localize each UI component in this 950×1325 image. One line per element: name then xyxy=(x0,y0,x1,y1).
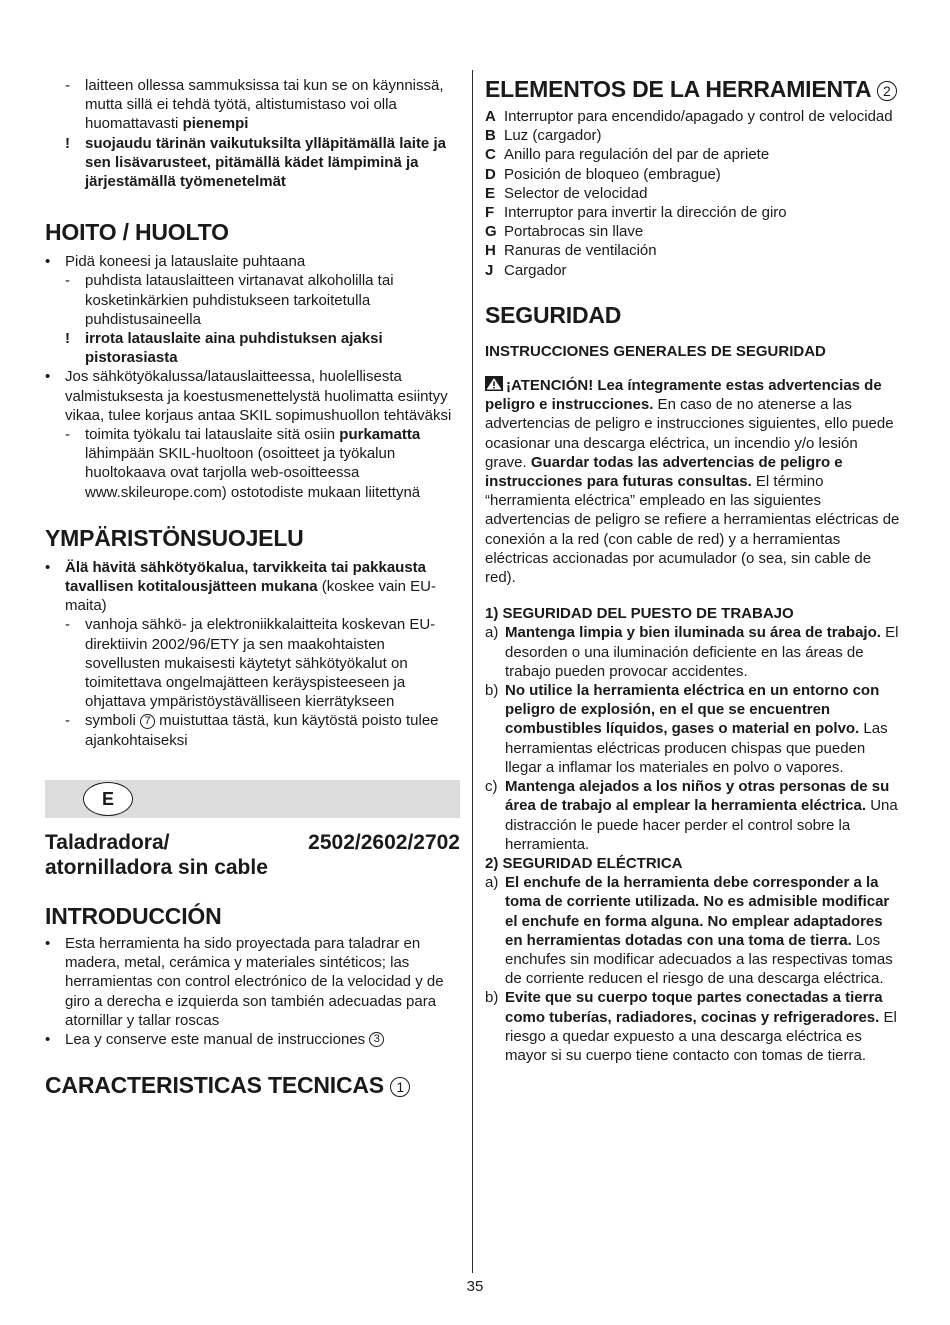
safety-item-bold: Mantenga alejados a los niños y otras personas de su área de trabajo al emplear la herramienta eléctrica. xyxy=(505,778,890,815)
list-item-bold: suojaudu tärinän vaikutuksilta ylläpitämällä laite ja sen lisävarusteet, pitämällä kädet lämpiminä ja järjestämällä työmenetelmät xyxy=(85,134,446,191)
product-name-line2: atornilladora sin cable xyxy=(45,855,268,879)
exclamation-marker: ! xyxy=(65,134,70,152)
dash-marker: - xyxy=(65,77,70,94)
bullet-item: • Älä hävitä sähkötyökalua, tarvikkeita tai pakkausta tavallisen kotitalousjätteen mukana (koskee vain EU-maita) xyxy=(45,558,436,615)
elemento-text: Portabrocas sin llave xyxy=(504,223,644,241)
safety-item-bold: Mantenga limpia y bien iluminada su área de trabajo. xyxy=(505,624,881,642)
elemento-letter: F xyxy=(485,204,495,222)
seguridad-heading: SEGURIDAD xyxy=(485,301,622,328)
section-1-list xyxy=(485,623,903,853)
bullet-icon: • xyxy=(45,558,51,576)
product-name: Taladradora/ xyxy=(45,830,170,854)
safety-item xyxy=(485,777,903,854)
bullet-item: • Lea y conserve este manual de instrucciones 3 xyxy=(45,1030,460,1049)
elemento-letter: A xyxy=(485,108,496,125)
elemento-text: Interruptor para encendido/apagado y control de velocidad xyxy=(504,108,893,125)
elemento-text: Cargador xyxy=(504,261,567,279)
elemento-item xyxy=(485,261,903,280)
bullet-item: • Jos sähkötyökalussa/latauslaitteessa, huolellisesta valmistuksesta ja koestusmenettelystä huolimatta esiintyy vikaa, tulee korjaus antaa SKIL sopimushuollon tehtäväksi xyxy=(45,368,452,424)
elemento-text: Luz (cargador) xyxy=(504,127,602,145)
introduccion-heading: INTRODUCCIÓN xyxy=(45,902,222,929)
elementos-heading: ELEMENTOS DE LA HERRAMIENTA 2 xyxy=(485,76,903,102)
exclamation-item: ! irrota latauslaite aina puhdistuksen ajaksi pistorasiasta xyxy=(65,330,383,367)
warning-paragraph: ¡ATENCIÓN! Lea íntegramente estas advertencias de peligro e instrucciones. En caso de no atenerse a las advertencias de peligro e instrucciones siguientes, ello puede ocasionar una descarga eléctrica, un incendio y/o lesión grave. Guardar todas las advertencias de peligro e instrucciones para futuras consultas. El término “herramienta eléctrica” empleado en las siguientes advertencias de peligro se refiere a herramientas eléctricas de conexión a la red (con cable de red) y a herramientas eléctricas accionadas por acumulador (o sea, sin cable de red). xyxy=(485,377,900,587)
bullet-item: • Pidä koneesi ja latauslaite puhtaana xyxy=(45,253,306,271)
safety-item-bold: El enchufe de la herramienta debe corresponder a la toma de corriente utilizada. No es admisible modificar el enchufe en forma alguna. No emplear adaptadores en herramientas dotadas con una toma de tierra. xyxy=(505,874,890,949)
list-item-bold: pienempi xyxy=(182,115,249,133)
elemento-letter: H xyxy=(485,242,496,260)
safety-item-text xyxy=(505,873,903,988)
safety-item-body: El desorden o una iluminación deficiente en las áreas de trabajo pueden provocar accidentes. xyxy=(505,624,899,680)
elemento-item xyxy=(485,203,903,222)
section-2-list xyxy=(485,873,903,1065)
ymparisto-heading: YMPÄRISTÖNSUOJELU xyxy=(45,524,304,551)
hoito-heading: HOITO / HUOLTO xyxy=(45,219,229,246)
language-badge: E xyxy=(83,782,133,816)
elemento-text: Selector de velocidad xyxy=(504,184,648,202)
safety-item-body: Una distracción le puede hacer perder el control sobre la herramienta. xyxy=(505,797,898,853)
elemento-text: Posición de bloqueo (embrague) xyxy=(504,165,721,183)
caracteristicas-heading: CARACTERISTICAS TECNICAS 1 xyxy=(45,1072,460,1098)
list-item-text: laitteen ollessa sammuksissa tai kun se on käynnissä, mutta sillä ei tehdä työtä, altistumistaso voi olla huomattavasti xyxy=(85,77,444,133)
bullet-item: • Esta herramienta ha sido proyectada para taladrar en madera, metal, cerámica y materiales sintéticos; las herramientas con control electrónico de la velocidad y de giro a derecha e izquierda son también adecuadas para atornillar y tallar roscas xyxy=(45,934,444,1029)
safety-item-letter: b) xyxy=(485,682,499,700)
elemento-letter: G xyxy=(485,223,497,241)
figure-ref-icon: 7 xyxy=(140,714,155,729)
safety-item xyxy=(485,873,903,988)
safety-item-letter: c) xyxy=(485,778,498,796)
column-divider xyxy=(472,70,473,1273)
elemento-letter: B xyxy=(485,127,496,145)
elemento-text: Ranuras de ventilación xyxy=(504,242,657,260)
elemento-item xyxy=(485,145,903,164)
bullet-icon: • xyxy=(45,1030,51,1048)
list-item xyxy=(65,76,460,134)
figure-ref-icon: 3 xyxy=(369,1032,384,1047)
product-title xyxy=(45,830,460,880)
section-2-title: 2) SEGURIDAD ELÉCTRICA xyxy=(485,854,683,872)
safety-item-letter: a) xyxy=(485,624,499,642)
elemento-text: Anillo para regulación del par de apriete xyxy=(504,146,770,164)
list-item xyxy=(65,134,460,192)
seguridad-subtitle: INSTRUCCIONES GENERALES DE SEGURIDAD xyxy=(485,342,826,360)
safety-item xyxy=(485,623,903,681)
safety-item-body: Los enchufes sin modificar adecuados a las respectivas tomas de corriente reducen el riesgo de una descarga eléctrica. xyxy=(505,931,893,988)
elemento-letter: E xyxy=(485,184,496,202)
elemento-text: Interruptor para invertir la dirección de giro xyxy=(504,204,787,222)
elementos-list xyxy=(485,107,903,280)
safety-item-text xyxy=(505,777,903,854)
safety-item xyxy=(485,681,903,777)
safety-item-text xyxy=(505,988,903,1065)
bullet-icon: • xyxy=(45,368,51,386)
elemento-item xyxy=(485,184,903,203)
safety-item-letter: b) xyxy=(485,989,499,1007)
elemento-letter: D xyxy=(485,165,496,183)
elemento-item xyxy=(485,241,903,260)
product-models: 2502/2602/2702 xyxy=(308,830,460,854)
elemento-item xyxy=(485,222,903,241)
safety-item xyxy=(485,988,903,1065)
safety-item-body: El riesgo a quedar expuesto a una descarga eléctrica es mayor si su cuerpo tiene contacto con tomas de tierra. xyxy=(505,1008,897,1064)
section-1-title: 1) SEGURIDAD DEL PUESTO DE TRABAJO xyxy=(485,605,794,623)
safety-item-bold: Evite que su cuerpo toque partes conectadas a tierra como tuberías, radiadores, cocinas y refrigeradores. xyxy=(505,989,883,1026)
right-column xyxy=(485,76,903,1065)
figure-ref-icon: 2 xyxy=(877,81,897,101)
safety-item-letter: a) xyxy=(485,874,499,892)
dash-item: - toimita työkalu tai latauslaite sitä osiin purkamatta lähimpään SKIL-huoltoon (osoitteet ja työkalun huoltokaava ovat tarjolla web-osoitteessa www.skileurope.com) ostotodiste mukaan liitettynä xyxy=(65,426,421,501)
dash-item: - symboli 7 muistuttaa tästä, kun käytöstä poisto tulee ajankohtaiseksi xyxy=(65,712,439,749)
warning-triangle-icon xyxy=(485,376,503,391)
dash-item: - puhdista latauslaitteen virtanavat alkoholilla tai kosketinkärkien puhdistukseen tarkoitetulla puhdistusaineella xyxy=(65,272,394,328)
safety-item-text xyxy=(505,623,903,681)
elemento-letter: C xyxy=(485,146,496,164)
left-column xyxy=(45,76,460,1098)
elemento-letter: J xyxy=(485,261,494,279)
safety-item-text xyxy=(505,681,903,777)
elemento-item xyxy=(485,107,903,126)
language-band xyxy=(45,780,460,818)
figure-ref-icon: 1 xyxy=(390,1077,410,1097)
safety-item-body: Las herramientas eléctricas producen chispas que pueden llegar a inflamar los materiales en polvo o vapores. xyxy=(505,720,888,776)
bullet-icon: • xyxy=(45,934,51,952)
page-number: 35 xyxy=(466,1278,484,1295)
safety-item-bold: No utilice la herramienta eléctrica en un entorno con peligro de explosión, en el que se encuentren combustibles líquidos, gases o material en polvo. xyxy=(505,682,880,738)
elemento-item xyxy=(485,165,903,184)
dash-item: - vanhoja sähkö- ja elektroniikkalaitteita koskevan EU-direktiivin 2002/96/ETY ja sen maakohtaisten sovellusten mukaisesti käytetyt sähkötyökalut on toimitettava ongelmajätteen keräyspisteeseen ja ohjattava ympäristöystävälliseen kierrätykseen xyxy=(65,616,436,711)
bullet-icon: • xyxy=(45,253,51,271)
elemento-item xyxy=(485,126,903,145)
